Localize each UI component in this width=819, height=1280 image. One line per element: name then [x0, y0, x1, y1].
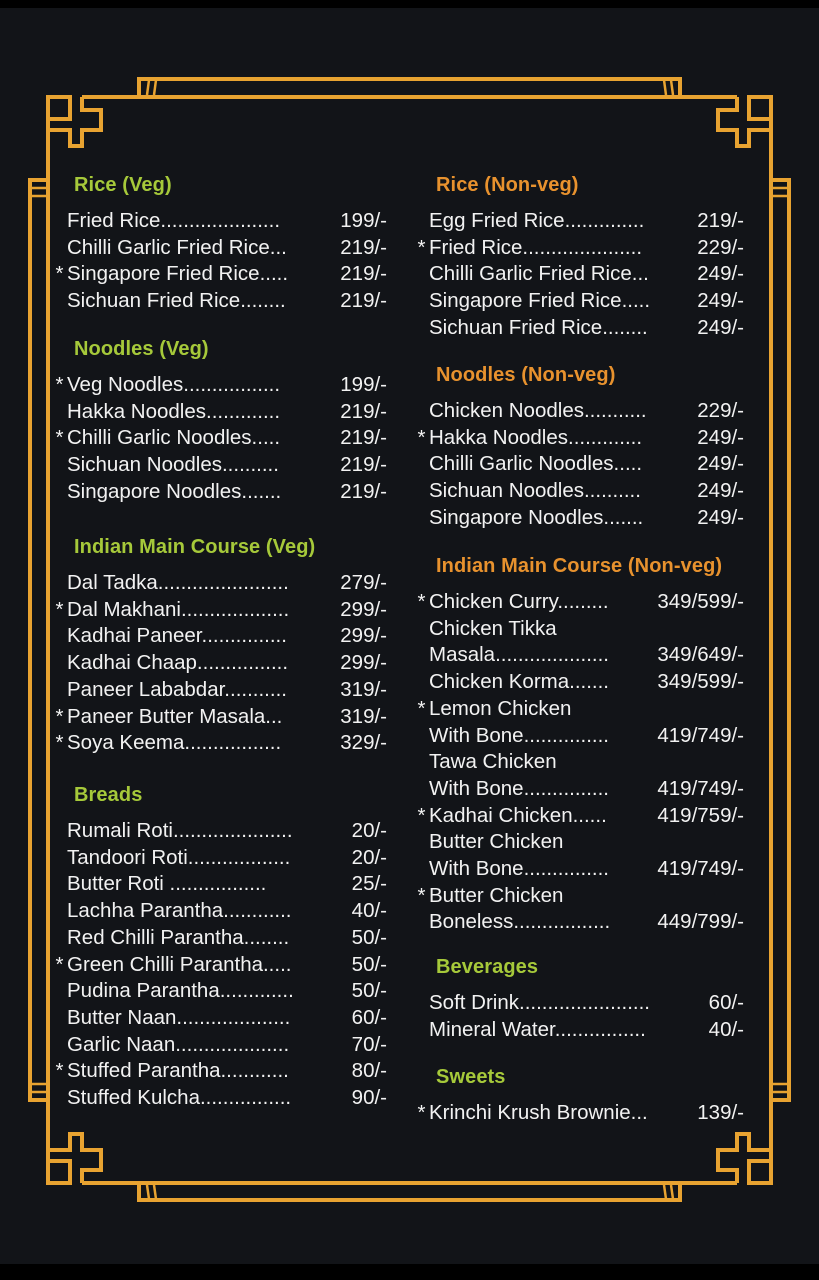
menu-item-name: Fried Rice.....................: [429, 235, 643, 259]
menu-item: [414, 723, 754, 750]
menu-item-name: Chilli Garlic Fried Rice...: [429, 262, 649, 286]
menu-item-price: 199/-: [340, 209, 387, 232]
menu-item: [52, 650, 397, 677]
menu-item-price: 80/-: [351, 1059, 387, 1083]
menu-item-name: Red Chilli Parantha........: [67, 925, 290, 949]
menu-item: [52, 978, 397, 1005]
menu-item: [52, 704, 397, 731]
menu-item-name: Chilli Garlic Fried Rice...: [67, 235, 287, 259]
menu-item-price: 249/-: [697, 452, 744, 476]
menu-item-price: 249/-: [697, 479, 744, 503]
menu-item-list: [414, 398, 754, 532]
menu-item-price: 20/-: [351, 819, 387, 842]
menu-item: [52, 845, 397, 872]
menu-item: [52, 730, 397, 757]
star-icon: *: [55, 952, 64, 976]
menu-item: [414, 288, 754, 315]
menu-item: [52, 479, 397, 506]
menu-item: [52, 818, 397, 845]
star-icon: *: [55, 426, 64, 450]
menu-item-name: Sichuan Noodles..........: [67, 453, 279, 477]
menu-item-name: Singapore Noodles.......: [429, 505, 644, 529]
menu-item-price: 249/-: [697, 505, 744, 529]
menu-item-name: With Bone...............: [429, 857, 610, 881]
star-icon: *: [55, 731, 64, 755]
menu-item-name: Butter Naan....................: [67, 1005, 291, 1029]
menu-item-price: 349/599/-: [657, 670, 744, 694]
menu-section: [52, 172, 397, 315]
menu-item-price: 229/-: [697, 399, 744, 422]
menu-item: [414, 478, 754, 505]
menu-item-list: [52, 570, 397, 757]
menu-item: [52, 288, 397, 315]
menu-item-price: 299/-: [340, 597, 387, 621]
menu-item-name: With Bone...............: [429, 776, 610, 800]
menu-item-price: 219/-: [340, 426, 387, 450]
menu-item-name: Masala....................: [429, 643, 609, 667]
menu-item: [52, 261, 397, 288]
menu-item: [414, 829, 754, 856]
menu-item: [414, 261, 754, 288]
menu-item: [414, 589, 754, 616]
menu-section: [52, 534, 397, 757]
menu-item-name: Hakka Noodles.............: [67, 399, 281, 423]
menu-item: [52, 208, 397, 235]
menu-item: [414, 505, 754, 532]
menu-item: [52, 952, 397, 979]
menu-item-price: 299/-: [340, 624, 387, 648]
menu-item-name: Kadhai Chicken......: [429, 803, 607, 827]
menu-item-name: Sichuan Fried Rice........: [67, 289, 286, 313]
menu-section: [414, 172, 754, 342]
section-title: Noodles (Veg): [74, 338, 209, 360]
menu-item: [52, 925, 397, 952]
menu-item: [52, 425, 397, 452]
menu-item-list: [414, 1100, 754, 1127]
menu-section: [414, 954, 754, 1043]
menu-item-name: Singapore Noodles.......: [67, 479, 282, 503]
menu-item-price: 249/-: [697, 262, 744, 286]
menu-item-name: Boneless.................: [429, 910, 611, 934]
menu-item-list: [52, 208, 397, 315]
star-icon: *: [417, 235, 426, 259]
menu-item: [52, 372, 397, 399]
menu-item-price: 219/-: [340, 479, 387, 503]
menu-item: [414, 776, 754, 803]
menu-item: [414, 451, 754, 478]
menu-item-name: Green Chilli Parantha.....: [67, 952, 292, 976]
star-icon: *: [417, 883, 426, 907]
star-icon: *: [55, 597, 64, 621]
menu-item: [52, 452, 397, 479]
menu-item-name: Veg Noodles.................: [67, 373, 281, 396]
menu-item-list: [414, 990, 754, 1043]
menu-item: [414, 1100, 754, 1127]
menu-item-list: [52, 818, 397, 1112]
star-icon: *: [417, 803, 426, 827]
menu-item-name: Chicken Noodles...........: [429, 399, 647, 422]
menu-item-price: 299/-: [340, 651, 387, 675]
menu-item: [52, 623, 397, 650]
menu-item-price: 449/799/-: [657, 910, 744, 934]
menu-item-name: Paneer Butter Masala...: [67, 704, 283, 728]
menu-item-name: Fried Rice.....................: [67, 209, 281, 232]
menu-item-price: 60/-: [708, 991, 744, 1014]
menu-item: [414, 669, 754, 696]
menu-item-price: 229/-: [697, 235, 744, 259]
menu-item-name: Rumali Roti.....................: [67, 819, 293, 842]
menu-item-name: Chicken Korma.......: [429, 670, 610, 694]
menu-item-price: 349/599/-: [657, 590, 744, 613]
menu-item-name: Chicken Tikka: [429, 616, 557, 640]
menu-item-price: 219/-: [340, 289, 387, 313]
menu-item-name: Sichuan Noodles..........: [429, 479, 641, 503]
menu-item: [52, 898, 397, 925]
menu-item-name: Pudina Parantha.............: [67, 979, 294, 1003]
menu-item: [414, 990, 754, 1017]
menu-item-name: Kadhai Chaap................: [67, 651, 289, 675]
menu-item: [52, 399, 397, 426]
menu-item-price: 139/-: [697, 1101, 744, 1124]
menu-item-name: Stuffed Kulcha................: [67, 1086, 292, 1110]
star-icon: *: [55, 262, 64, 286]
menu-item: [52, 677, 397, 704]
menu-item-price: 219/-: [340, 262, 387, 286]
star-icon: *: [417, 590, 426, 613]
menu-item-price: 199/-: [340, 373, 387, 396]
menu-item-name: Soft Drink.......................: [429, 991, 650, 1014]
section-title: Sweets: [436, 1066, 506, 1088]
menu-item: [414, 642, 754, 669]
menu-item-name: Chilli Garlic Noodles.....: [429, 452, 643, 476]
menu-section: [414, 362, 754, 532]
menu-item-name: Paneer Lababdar...........: [67, 677, 287, 701]
menu-item-name: Egg Fried Rice..............: [429, 209, 645, 232]
menu-item: [52, 1005, 397, 1032]
menu-item: [414, 398, 754, 425]
star-icon: *: [55, 373, 64, 396]
menu-item: [414, 208, 754, 235]
menu-item-price: 219/-: [340, 453, 387, 477]
menu-section: [414, 1064, 754, 1127]
menu-item-name: Tandoori Roti..................: [67, 845, 291, 869]
menu-item-list: [414, 208, 754, 342]
menu-item-price: 249/-: [697, 289, 744, 313]
section-title: Indian Main Course (Veg): [74, 536, 316, 558]
menu-item-price: 50/-: [351, 952, 387, 976]
menu-item: [414, 856, 754, 883]
menu-item-price: 279/-: [340, 571, 387, 594]
menu-item-name: Hakka Noodles.............: [429, 425, 643, 449]
menu-item: [414, 749, 754, 776]
menu-item-price: 329/-: [340, 731, 387, 755]
section-title: Rice (Non-veg): [436, 174, 579, 196]
menu-item: [414, 1017, 754, 1044]
menu-item-list: [414, 589, 754, 936]
menu-item-name: Sichuan Fried Rice........: [429, 315, 648, 339]
star-icon: *: [417, 1101, 426, 1124]
menu-item-name: Dal Tadka.......................: [67, 571, 289, 594]
menu-item-price: 50/-: [351, 925, 387, 949]
menu-item: [414, 803, 754, 830]
menu-item-price: 319/-: [340, 704, 387, 728]
menu-item: [414, 909, 754, 936]
menu-item-name: Lachha Parantha............: [67, 899, 292, 923]
menu-item: [52, 871, 397, 898]
menu-item: [52, 1032, 397, 1059]
menu-item: [414, 696, 754, 723]
menu-item-name: Butter Roti .................: [67, 872, 267, 896]
menu-section: [52, 336, 397, 506]
menu-item-list: [52, 372, 397, 506]
menu-item-price: 249/-: [697, 315, 744, 339]
menu-item-name: Mineral Water................: [429, 1017, 646, 1041]
menu-item-price: 249/-: [697, 425, 744, 449]
menu-item-price: 60/-: [351, 1005, 387, 1029]
menu-item-price: 25/-: [351, 872, 387, 896]
menu-item-name: Chilli Garlic Noodles.....: [67, 426, 281, 450]
menu-section: [414, 553, 754, 936]
star-icon: *: [55, 704, 64, 728]
menu-item-price: 20/-: [351, 845, 387, 869]
menu-item-name: Singapore Fried Rice.....: [429, 289, 651, 313]
menu-item-price: 419/749/-: [657, 723, 744, 747]
menu-section: [52, 782, 397, 1112]
menu-item-price: 219/-: [340, 399, 387, 423]
menu-item: [52, 235, 397, 262]
menu-item-name: Chicken Curry.........: [429, 590, 609, 613]
menu-item: [52, 1085, 397, 1112]
menu-item: [414, 235, 754, 262]
menu-item: [52, 597, 397, 624]
menu-item-name: Butter Chicken: [429, 830, 564, 854]
star-icon: *: [417, 425, 426, 449]
menu-item-name: Krinchi Krush Brownie...: [429, 1101, 648, 1124]
menu-item-name: With Bone...............: [429, 723, 610, 747]
menu-item: [52, 570, 397, 597]
menu-item-name: Dal Makhani...................: [67, 597, 290, 621]
menu-item-price: 419/749/-: [657, 776, 744, 800]
menu-item-name: Tawa Chicken: [429, 750, 557, 774]
menu-item: [414, 425, 754, 452]
menu-item-price: 349/649/-: [657, 643, 744, 667]
menu-item-name: Soya Keema.................: [67, 731, 282, 755]
menu-item: [52, 1058, 397, 1085]
menu-item-price: 50/-: [351, 979, 387, 1003]
section-title: Noodles (Non-veg): [436, 364, 616, 386]
menu-item-price: 40/-: [351, 899, 387, 923]
star-icon: *: [417, 696, 426, 720]
section-title: Beverages: [436, 956, 539, 978]
section-title: Breads: [74, 784, 143, 806]
section-title: Rice (Veg): [74, 174, 172, 196]
menu-item-name: Stuffed Parantha............: [67, 1059, 289, 1083]
menu-item-price: 419/749/-: [657, 857, 744, 881]
menu-item: [414, 315, 754, 342]
menu-item-name: Kadhai Paneer...............: [67, 624, 287, 648]
menu-item-price: 319/-: [340, 677, 387, 701]
menu-item-price: 419/759/-: [657, 803, 744, 827]
menu-item: [414, 883, 754, 910]
section-title: Indian Main Course (Non-veg): [436, 555, 723, 577]
menu-item-price: 40/-: [708, 1017, 744, 1041]
menu-item-price: 219/-: [697, 209, 744, 232]
menu-item-name: Lemon Chicken: [429, 696, 572, 720]
menu-item-price: 219/-: [340, 235, 387, 259]
menu-item-price: 70/-: [351, 1032, 387, 1056]
menu-item-price: 90/-: [351, 1086, 387, 1110]
menu-item: [414, 616, 754, 643]
menu-item-name: Butter Chicken: [429, 883, 564, 907]
star-icon: *: [55, 1059, 64, 1083]
menu-item-name: Singapore Fried Rice.....: [67, 262, 289, 286]
menu-item-name: Garlic Naan....................: [67, 1032, 290, 1056]
